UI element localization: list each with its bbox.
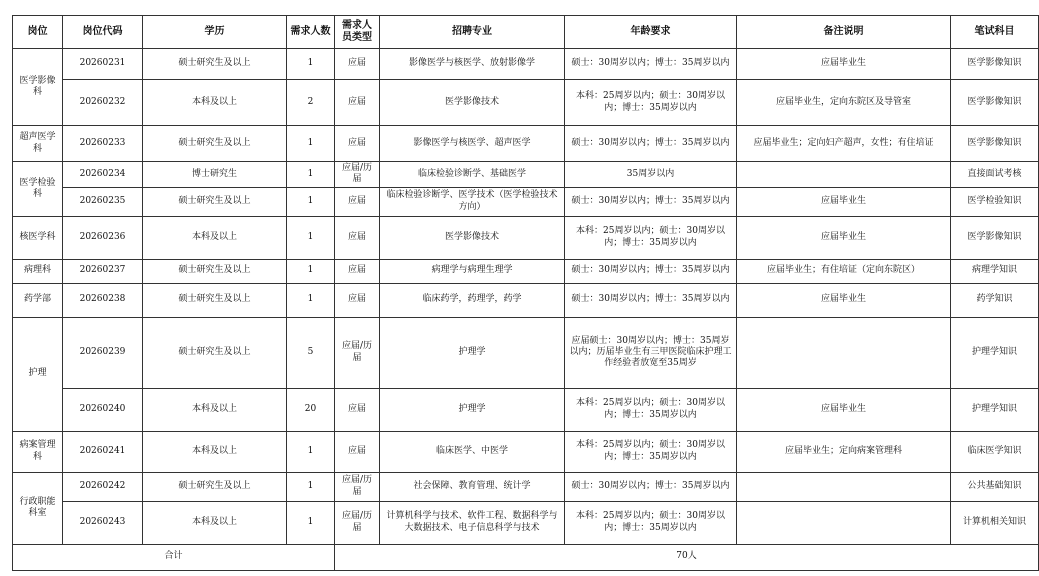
exam-cell: 护理学知识 [951,388,1039,431]
age-cell: 本科：25周岁以内；硕士：30周岁以内；博士：35周岁以内 [565,216,737,259]
exam-cell: 护理学知识 [951,317,1039,388]
table-row [13,431,1039,472]
count-cell: 1 [287,472,335,501]
table-row [13,80,1039,126]
education-cell: 硕士研究生及以上 [143,283,287,317]
note-cell: 应届毕业生 [737,49,951,80]
position-cell: 行政职能科室 [13,472,63,544]
note-cell [737,162,951,188]
exam-cell: 病理学知识 [951,259,1039,283]
note-cell: 应届毕业生；定向病案管理科 [737,431,951,472]
type-cell: 应届 [335,431,380,472]
major-cell: 临床检验诊断学、医学技术（医学检验技术方向） [380,187,565,216]
code-cell: 20260243 [63,501,143,544]
position-cell: 病理科 [13,259,63,283]
count-cell: 5 [287,317,335,388]
header-exam: 笔试科目 [951,16,1039,49]
exam-cell: 医学影像知识 [951,126,1039,162]
count-cell: 1 [287,259,335,283]
note-cell: 应届毕业生 [737,388,951,431]
education-cell: 硕士研究生及以上 [143,259,287,283]
code-cell: 20260241 [63,431,143,472]
table-row [13,187,1039,216]
age-cell: 硕士：30周岁以内；博士：35周岁以内 [565,126,737,162]
count-cell: 2 [287,80,335,126]
note-cell: 应届毕业生；有住培证（定向东院区） [737,259,951,283]
code-cell: 20260240 [63,388,143,431]
type-cell: 应届 [335,49,380,80]
type-cell: 应届 [335,126,380,162]
age-cell: 本科：25周岁以内；硕士：30周岁以内；博士：35周岁以内 [565,501,737,544]
count-cell: 1 [287,283,335,317]
code-cell: 20260242 [63,472,143,501]
position-cell: 超声医学科 [13,126,63,162]
age-cell: 应届硕士：30周岁以内；博士：35周岁以内；历届毕业生有三甲医院临床护理工作经验者放宽至35周岁 [565,317,737,388]
type-cell: 应届 [335,283,380,317]
table-row [13,49,1039,80]
education-cell: 硕士研究生及以上 [143,49,287,80]
type-cell: 应届/历届 [335,472,380,501]
note-cell: 应届毕业生 [737,216,951,259]
age-cell: 硕士：30周岁以内；博士：35周岁以内 [565,49,737,80]
code-cell: 20260237 [63,259,143,283]
major-cell: 临床医学、中医学 [380,431,565,472]
header-age: 年龄要求 [565,16,737,49]
major-cell: 医学影像技术 [380,80,565,126]
code-cell: 20260233 [63,126,143,162]
exam-cell: 医学影像知识 [951,49,1039,80]
code-cell: 20260239 [63,317,143,388]
header-education: 学历 [143,16,287,49]
major-cell: 医学影像技术 [380,216,565,259]
age-cell: 本科：25周岁以内；硕士：30周岁以内；博士：35周岁以内 [565,80,737,126]
type-cell: 应届 [335,80,380,126]
age-cell: 本科：25周岁以内；硕士：30周岁以内；博士：35周岁以内 [565,388,737,431]
count-cell: 1 [287,49,335,80]
count-cell: 1 [287,187,335,216]
exam-cell: 直接面试考核 [951,162,1039,188]
total-row [13,544,1039,570]
exam-cell: 临床医学知识 [951,431,1039,472]
note-cell: 应届毕业生 [737,187,951,216]
code-cell: 20260232 [63,80,143,126]
exam-cell: 药学知识 [951,283,1039,317]
count-cell: 1 [287,216,335,259]
education-cell: 博士研究生 [143,162,287,188]
education-cell: 硕士研究生及以上 [143,126,287,162]
exam-cell: 医学检验知识 [951,187,1039,216]
age-cell: 35周岁以内 [565,162,737,188]
count-cell: 1 [287,431,335,472]
education-cell: 本科及以上 [143,501,287,544]
type-cell: 应届/历届 [335,501,380,544]
header-type: 需求人员类型 [335,16,380,49]
table-row [13,317,1039,388]
note-cell [737,472,951,501]
recruitment-table [12,15,1039,571]
table-row [13,216,1039,259]
header-count: 需求人数 [287,16,335,49]
education-cell: 本科及以上 [143,216,287,259]
note-cell: 应届毕业生，定向东院区及导管室 [737,80,951,126]
age-cell: 硕士：30周岁以内；博士：35周岁以内 [565,259,737,283]
table-row [13,283,1039,317]
type-cell: 应届 [335,216,380,259]
note-cell: 应届毕业生 [737,283,951,317]
major-cell: 计算机科学与技术、软件工程、数据科学与大数据技术、电子信息科学与技术 [380,501,565,544]
code-cell: 20260231 [63,49,143,80]
education-cell: 硕士研究生及以上 [143,187,287,216]
education-cell: 本科及以上 [143,388,287,431]
note-cell [737,317,951,388]
position-cell: 核医学科 [13,216,63,259]
code-cell: 20260238 [63,283,143,317]
type-cell: 应届/历届 [335,162,380,188]
header-row [13,16,1039,49]
major-cell: 护理学 [380,388,565,431]
education-cell: 本科及以上 [143,80,287,126]
position-cell: 护理 [13,317,63,431]
type-cell: 应届 [335,259,380,283]
code-cell: 20260234 [63,162,143,188]
age-cell: 硕士：30周岁以内；博士：35周岁以内 [565,472,737,501]
position-cell: 医学检验科 [13,162,63,217]
major-cell: 影像医学与核医学、放射影像学 [380,49,565,80]
code-cell: 20260236 [63,216,143,259]
education-cell: 硕士研究生及以上 [143,472,287,501]
age-cell: 本科：25周岁以内；硕士：30周岁以内；博士：35周岁以内 [565,431,737,472]
table-row [13,126,1039,162]
header-position: 岗位 [13,16,63,49]
position-cell: 药学部 [13,283,63,317]
major-cell: 社会保障、教育管理、统计学 [380,472,565,501]
header-code: 岗位代码 [63,16,143,49]
header-note: 备注说明 [737,16,951,49]
major-cell: 临床检验诊断学、基础医学 [380,162,565,188]
table-row [13,501,1039,544]
type-cell: 应届 [335,388,380,431]
count-cell: 1 [287,501,335,544]
exam-cell: 计算机相关知识 [951,501,1039,544]
table-row [13,162,1039,188]
type-cell: 应届/历届 [335,317,380,388]
table-row [13,388,1039,431]
table-row [13,472,1039,501]
education-cell: 硕士研究生及以上 [143,317,287,388]
age-cell: 硕士：30周岁以内；博士：35周岁以内 [565,283,737,317]
age-cell: 硕士：30周岁以内；博士：35周岁以内 [565,187,737,216]
position-cell: 病案管理科 [13,431,63,472]
type-cell: 应届 [335,187,380,216]
total-value: 70人 [335,544,1039,570]
exam-cell: 公共基础知识 [951,472,1039,501]
exam-cell: 医学影像知识 [951,80,1039,126]
code-cell: 20260235 [63,187,143,216]
note-cell [737,501,951,544]
count-cell: 1 [287,126,335,162]
note-cell: 应届毕业生；定向妇产超声，女性；有住培证 [737,126,951,162]
count-cell: 20 [287,388,335,431]
major-cell: 护理学 [380,317,565,388]
header-major: 招聘专业 [380,16,565,49]
education-cell: 本科及以上 [143,431,287,472]
position-cell: 医学影像科 [13,49,63,126]
count-cell: 1 [287,162,335,188]
total-label: 合计 [13,544,335,570]
table-row [13,259,1039,283]
major-cell: 临床药学，药理学，药学 [380,283,565,317]
exam-cell: 医学影像知识 [951,216,1039,259]
major-cell: 病理学与病理生理学 [380,259,565,283]
major-cell: 影像医学与核医学、超声医学 [380,126,565,162]
